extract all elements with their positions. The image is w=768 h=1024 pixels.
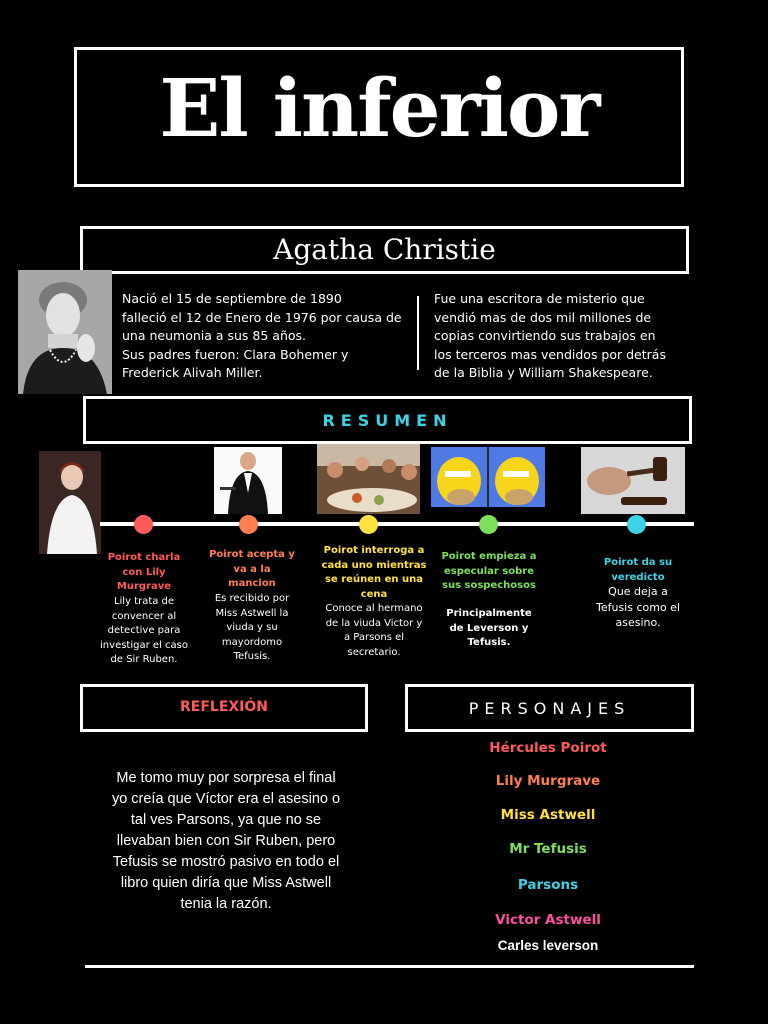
event-title: Poirot interroga a cada uno mientras se reúnen en una cena [321,545,427,600]
event-text: Conoce al hermano de la viuda Victor y a Parsons el secretario. [325,603,423,658]
homer-meme-photo [431,447,545,507]
resumen-heading: RESUMEN [322,411,453,430]
character-name: Lily Murgrave [495,773,601,789]
character-name: Mr Tefusis [509,841,587,857]
reflexion-text: Me tomo muy por sorpresa el final yo creía que Víctor era el asesino o tal ves Parsons, ya que no se llevaban bien con Sir Ruben, pero Tefusis se mostró pasivo en todo el libro quien diría que Miss Astwell tenia la razón. [111,770,341,912]
personajes-box [405,684,694,732]
event-title: Poirot charla con Lily Murgrave [107,552,181,592]
title-box [74,47,684,187]
bio-line: los terceros mas vendidos por detrás [434,346,666,362]
gavel-photo [581,447,685,514]
timeline-dot-4 [479,515,498,534]
dinner-photo [317,444,420,514]
page-title: El inferior [159,61,599,155]
resumen-box [83,396,692,444]
personajes-heading: PERSONAJES [468,699,631,718]
timeline-line [100,522,694,526]
timeline-dot-3 [359,515,378,534]
timeline-dot-5 [627,515,646,534]
lily-photo [39,451,101,554]
bio-left [122,290,412,383]
event-text: Es recibido por Miss Astwell la viuda y su mayordomo Tefusis. [214,593,290,662]
bio-line: Frederick Alivah Miller. [122,365,263,380]
character-name: Parsons [517,877,579,893]
event-text: Principalmente de Leverson y Tefusis. [446,608,532,648]
bio-line: Fue una escritora de misterio que [434,291,645,306]
timeline-dot-1 [134,515,153,534]
character-name: Victor Astwell [495,912,601,928]
bio-line: vendió mas de dos mil millones de [434,309,652,325]
butler-photo [214,447,282,514]
event-text: Lily trata de convencer al detective para investigar el caso de Sir Ruben. [100,596,188,665]
event-title: Poirot empieza a especular sobre sus sospechosos [441,551,537,591]
event-title: Poirot da su veredicto [603,557,673,583]
event-text: Que deja a Tefusis como el asesino. [595,585,681,629]
bio-right [434,290,689,383]
reflexion-box [80,684,368,732]
bio-line: Sus padres fueron: Clara Bohemer y [122,346,349,362]
bottom-divider [85,965,694,968]
bio-line: falleció el 12 de Enero de 1976 por causa de [122,309,402,325]
author-portrait [18,270,112,394]
bio-line: copias convirtiendo sus trabajos en [434,328,656,343]
author-box [80,226,689,274]
event-title: Poirot acepta y va a la mancion [209,549,295,589]
author-name: Agatha Christie [273,233,496,266]
bio-divider [417,296,419,370]
character-name: Carles leverson [497,938,599,953]
timeline-dot-2 [239,515,258,534]
character-name: Miss Astwell [500,807,596,823]
bio-line: una neumonia a sus 85 años. [122,328,307,343]
character-name: Hércules Poirot [489,740,607,756]
bio-line: de la Biblia y William Shakespeare. [434,365,653,380]
bio-line: Nació el 15 de septiembre de 1890 [122,291,342,306]
reflexion-heading: REFLEXIÓN [179,699,268,715]
